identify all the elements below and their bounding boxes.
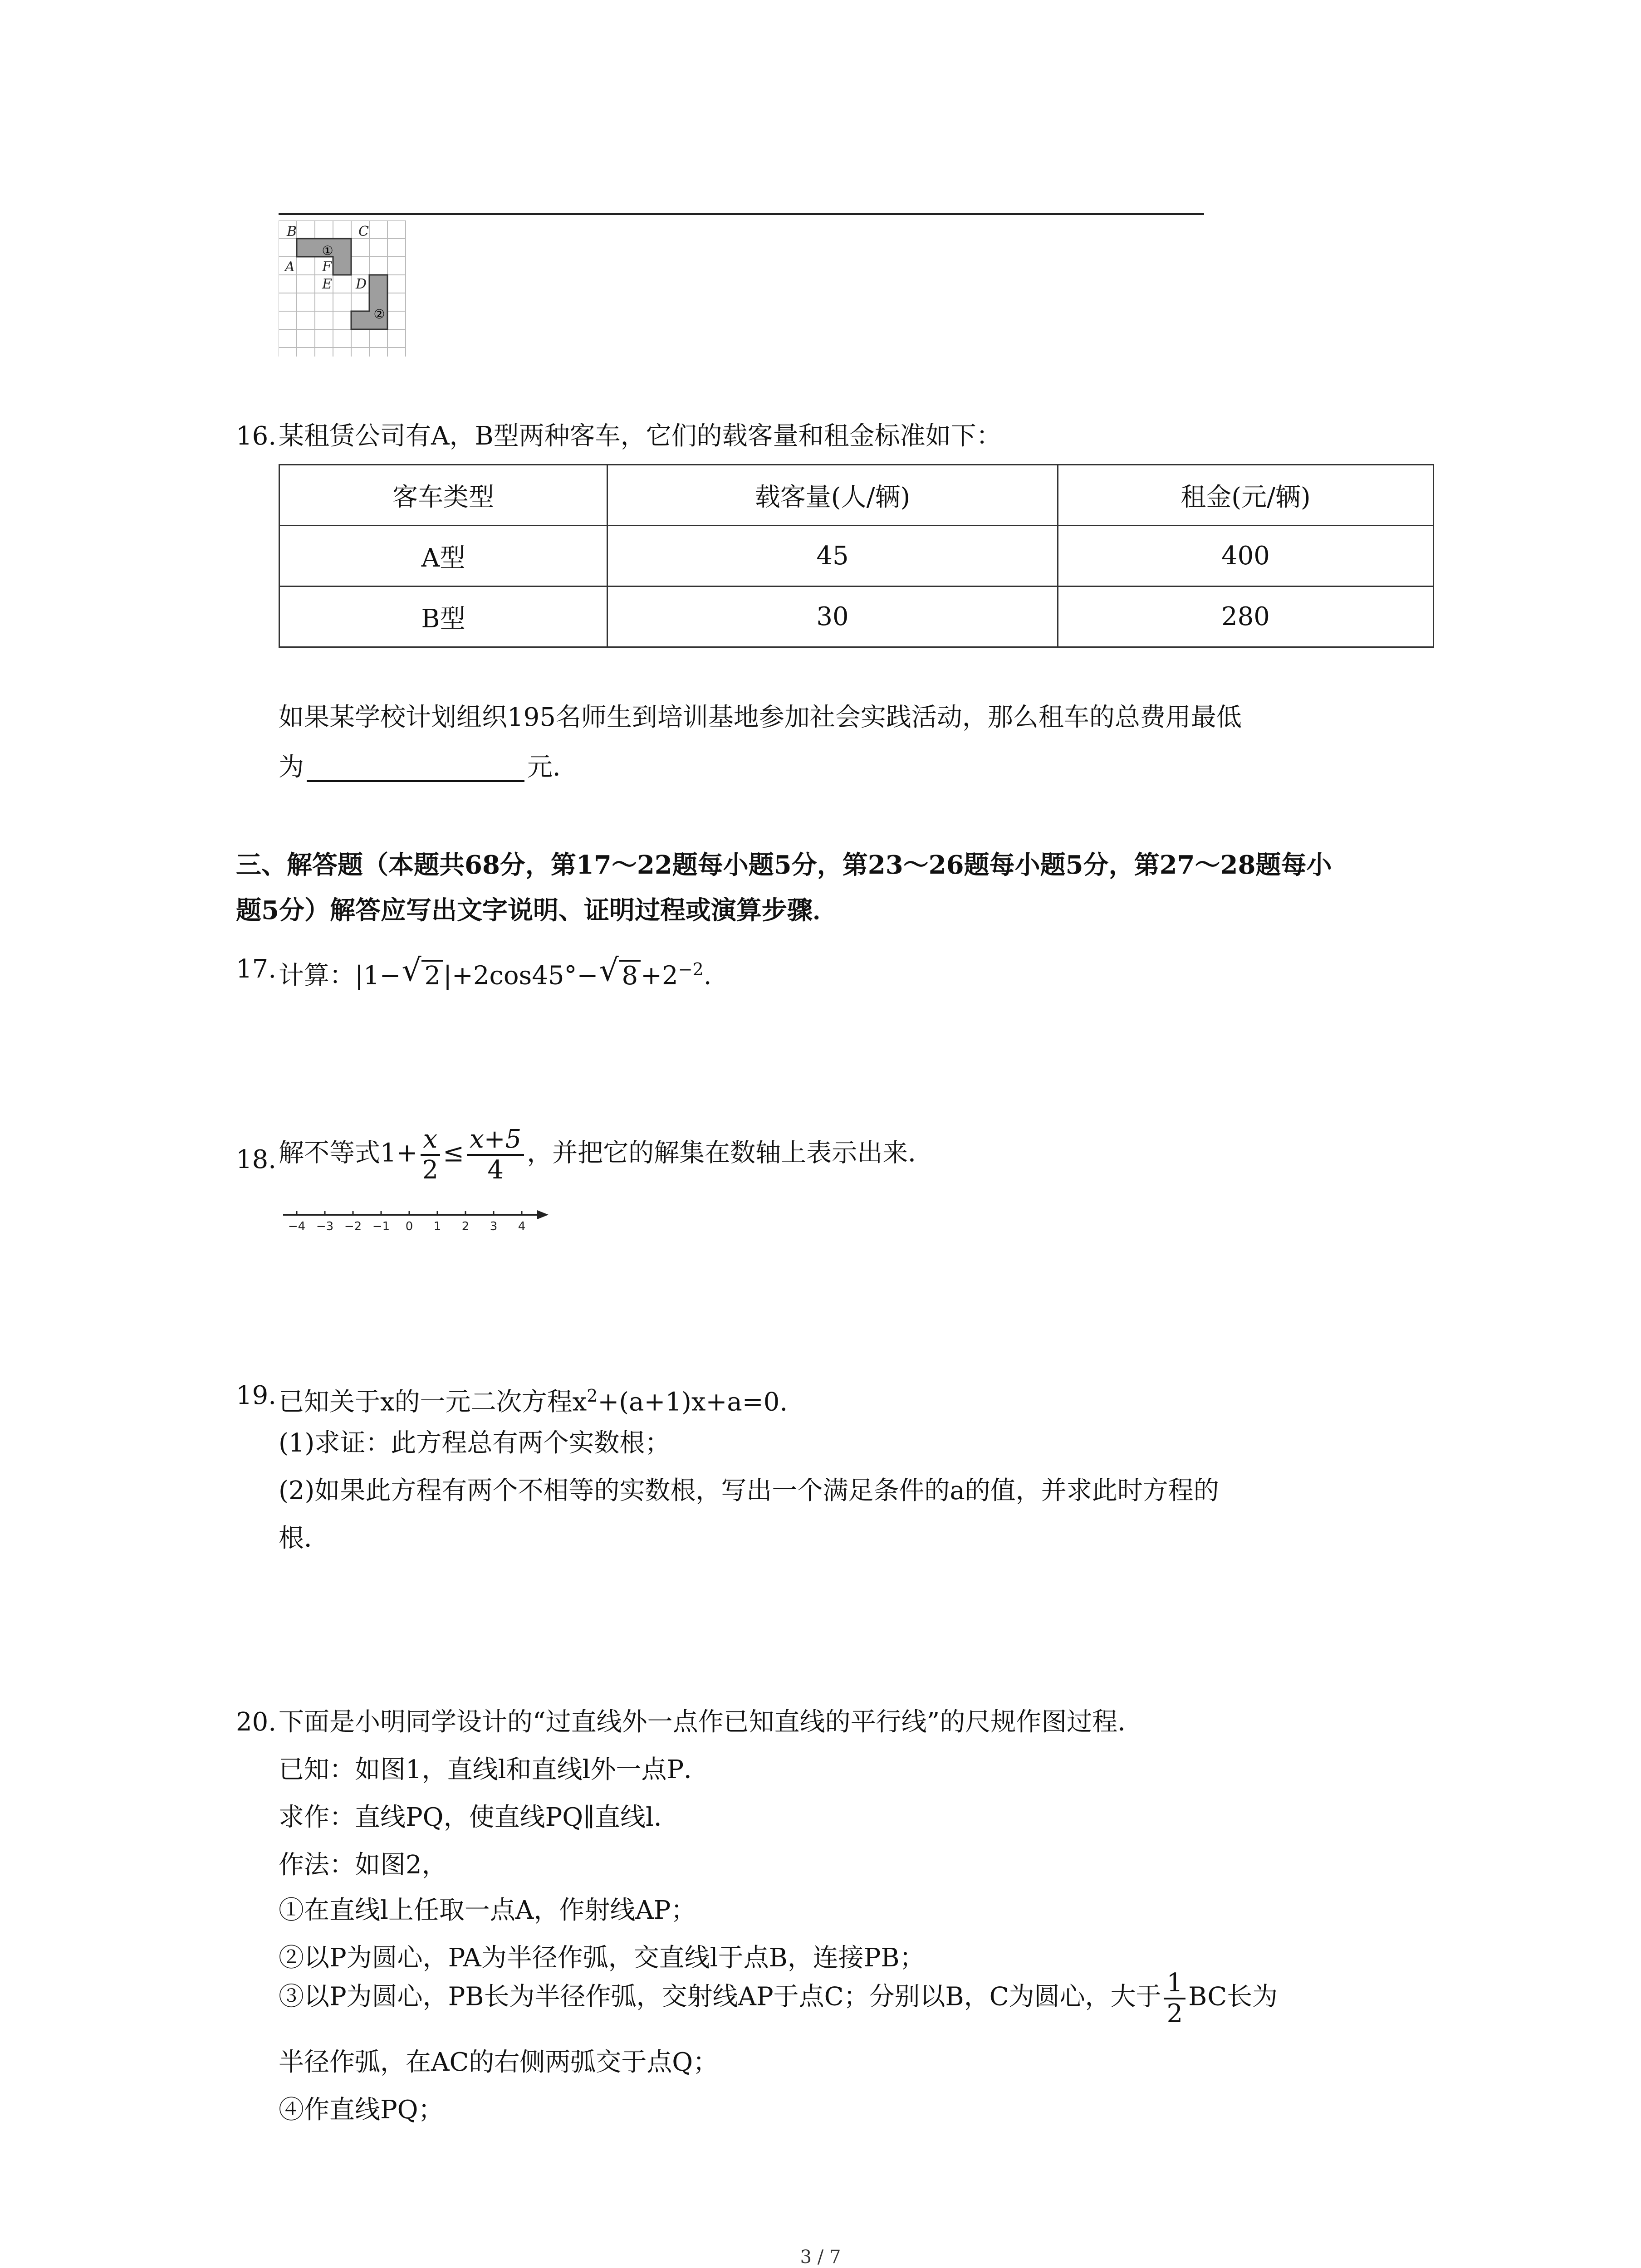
number-line — [279, 1207, 551, 1238]
label-B: B — [287, 224, 297, 240]
answer-blank[interactable] — [307, 757, 524, 782]
shape1-label: ① — [322, 243, 333, 258]
q17-mid: |+2cos45°− — [443, 961, 598, 991]
q17-exp: −2 — [678, 959, 704, 979]
q18-frac2-den: 4 — [487, 1155, 504, 1185]
q19-line2: (1)求证：此方程总有两个实数根； — [279, 1428, 671, 1458]
car-table — [279, 464, 1434, 648]
q19-line3: (2)如果此方程有两个不相等的实数根，写出一个满足条件的a的值，并求此时方程的 — [279, 1476, 1219, 1505]
table-header: 客车类型 — [279, 465, 607, 526]
label-C: C — [358, 224, 369, 240]
table-header: 载客量(人/辆) — [607, 465, 1058, 526]
axis-tick-label: 1 — [433, 1220, 441, 1233]
label-A: A — [285, 259, 295, 275]
q19-number: 19. — [236, 1381, 277, 1410]
q20-line3: 求作：直线PQ，使直线PQ∥直线l． — [279, 1803, 679, 1832]
q19-line1-post: +(a+1)x+a=0. — [598, 1387, 788, 1417]
q16-question-line2 — [279, 753, 578, 782]
label-D: D — [356, 276, 367, 292]
q20-line4: 作法：如图2， — [279, 1850, 447, 1880]
q16-stem: 某租赁公司有A，B型两种客车，它们的载客量和租金标准如下： — [279, 421, 1002, 451]
table-cell: 400 — [1058, 526, 1434, 587]
axis-tick-label: −4 — [288, 1220, 306, 1233]
q20-step1: ①在直线l上任取一点A，作射线AP； — [279, 1896, 696, 1925]
q17-sqrt1: √ 2 — [421, 960, 443, 991]
axis-tick-label: 4 — [518, 1220, 526, 1233]
q18-frac1-num: x — [421, 1125, 441, 1156]
q16-question-line1: 如果某学校计划组织195名师生到培训基地参加社会实践活动，那么租车的总费用最低 — [279, 703, 1242, 732]
q16-post: 元． — [527, 753, 578, 782]
q20-step3-den: 2 — [1166, 1999, 1183, 2028]
q17-number: 17. — [236, 954, 277, 984]
q18-post: ，并把它的解集在数轴上表示出来． — [527, 1138, 934, 1168]
q18-expression — [279, 1125, 933, 1185]
q17-pre: 计算：|1− — [279, 961, 401, 991]
q17-expression — [279, 955, 712, 991]
q17-post1: +2 — [641, 961, 678, 991]
q20-step3-line2: 半径作弧，在AC的右侧两弧交于点Q； — [279, 2048, 719, 2077]
table-cell: 280 — [1058, 587, 1434, 647]
table-cell: 30 — [607, 587, 1058, 647]
q20-step4: ④作直线PQ； — [279, 2095, 444, 2125]
table-cell: A型 — [279, 526, 607, 587]
label-F: F — [322, 259, 332, 275]
axis-tick-label: 2 — [461, 1220, 470, 1233]
q19-line1 — [279, 1381, 788, 1417]
q18-number: 18. — [236, 1145, 277, 1174]
axis-tick-label: 3 — [490, 1220, 498, 1233]
q16-number: 16. — [236, 421, 277, 451]
q18-frac2-num: x+5 — [467, 1125, 524, 1156]
axis-tick-label: −2 — [344, 1220, 362, 1233]
q20-step3-pre: ③以P为圆心，PB长为半径作弧，交射线AP于点C；分别以B，C为圆心，大于 — [279, 1982, 1161, 2012]
q19-exp: 2 — [587, 1386, 598, 1406]
section3-line1: 三、解答题（本题共68分，第17～22题每小题5分，第23～26题每小题5分，第27～28题每小 — [236, 850, 1332, 880]
q20-line2: 已知：如图1，直线l和直线l外一点P． — [279, 1755, 710, 1784]
axis-tick-label: −1 — [372, 1220, 390, 1233]
q20-step3-post: BC长为 — [1188, 1982, 1278, 2012]
q17-post2: . — [703, 961, 712, 991]
grid-figure — [279, 220, 424, 357]
table-header-row — [279, 465, 1434, 526]
q20-step3-num: 1 — [1164, 1969, 1185, 1999]
q20-step2: ②以P为圆心，PA为半径作弧，交直线l于点B，连接PB； — [279, 1943, 925, 1973]
axis-tick-label: −3 — [316, 1220, 334, 1233]
q20-number: 20. — [236, 1707, 277, 1737]
table-cell: B型 — [279, 587, 607, 647]
table-row — [279, 587, 1434, 647]
q18-frac1-den: 2 — [422, 1155, 439, 1185]
table-header: 租金(元/辆) — [1058, 465, 1434, 526]
page-number: 3 / 7 — [800, 2247, 841, 2268]
q17-sqrt2: √ 8 — [619, 960, 641, 991]
label-E: E — [322, 276, 332, 292]
q19-line1-pre: 已知关于x的一元二次方程x — [279, 1387, 587, 1417]
table-row — [279, 526, 1434, 587]
q20-line1: 下面是小明同学设计的“过直线外一点作已知直线的平行线”的尺规作图过程． — [279, 1707, 1143, 1737]
axis-tick-label: 0 — [405, 1220, 413, 1233]
top-rule — [279, 213, 1204, 215]
table-cell: 45 — [607, 526, 1058, 587]
q19-line4: 根． — [279, 1524, 329, 1553]
q16-pre: 为 — [279, 753, 304, 782]
shape2-label: ② — [373, 307, 385, 322]
section3-line2: 题5分）解答应写出文字说明、证明过程或演算步骤． — [236, 895, 838, 925]
q20-step3 — [279, 1969, 1278, 2028]
q18-rel: ≤ — [443, 1138, 465, 1168]
q18-pre: 解不等式1+ — [279, 1138, 418, 1168]
